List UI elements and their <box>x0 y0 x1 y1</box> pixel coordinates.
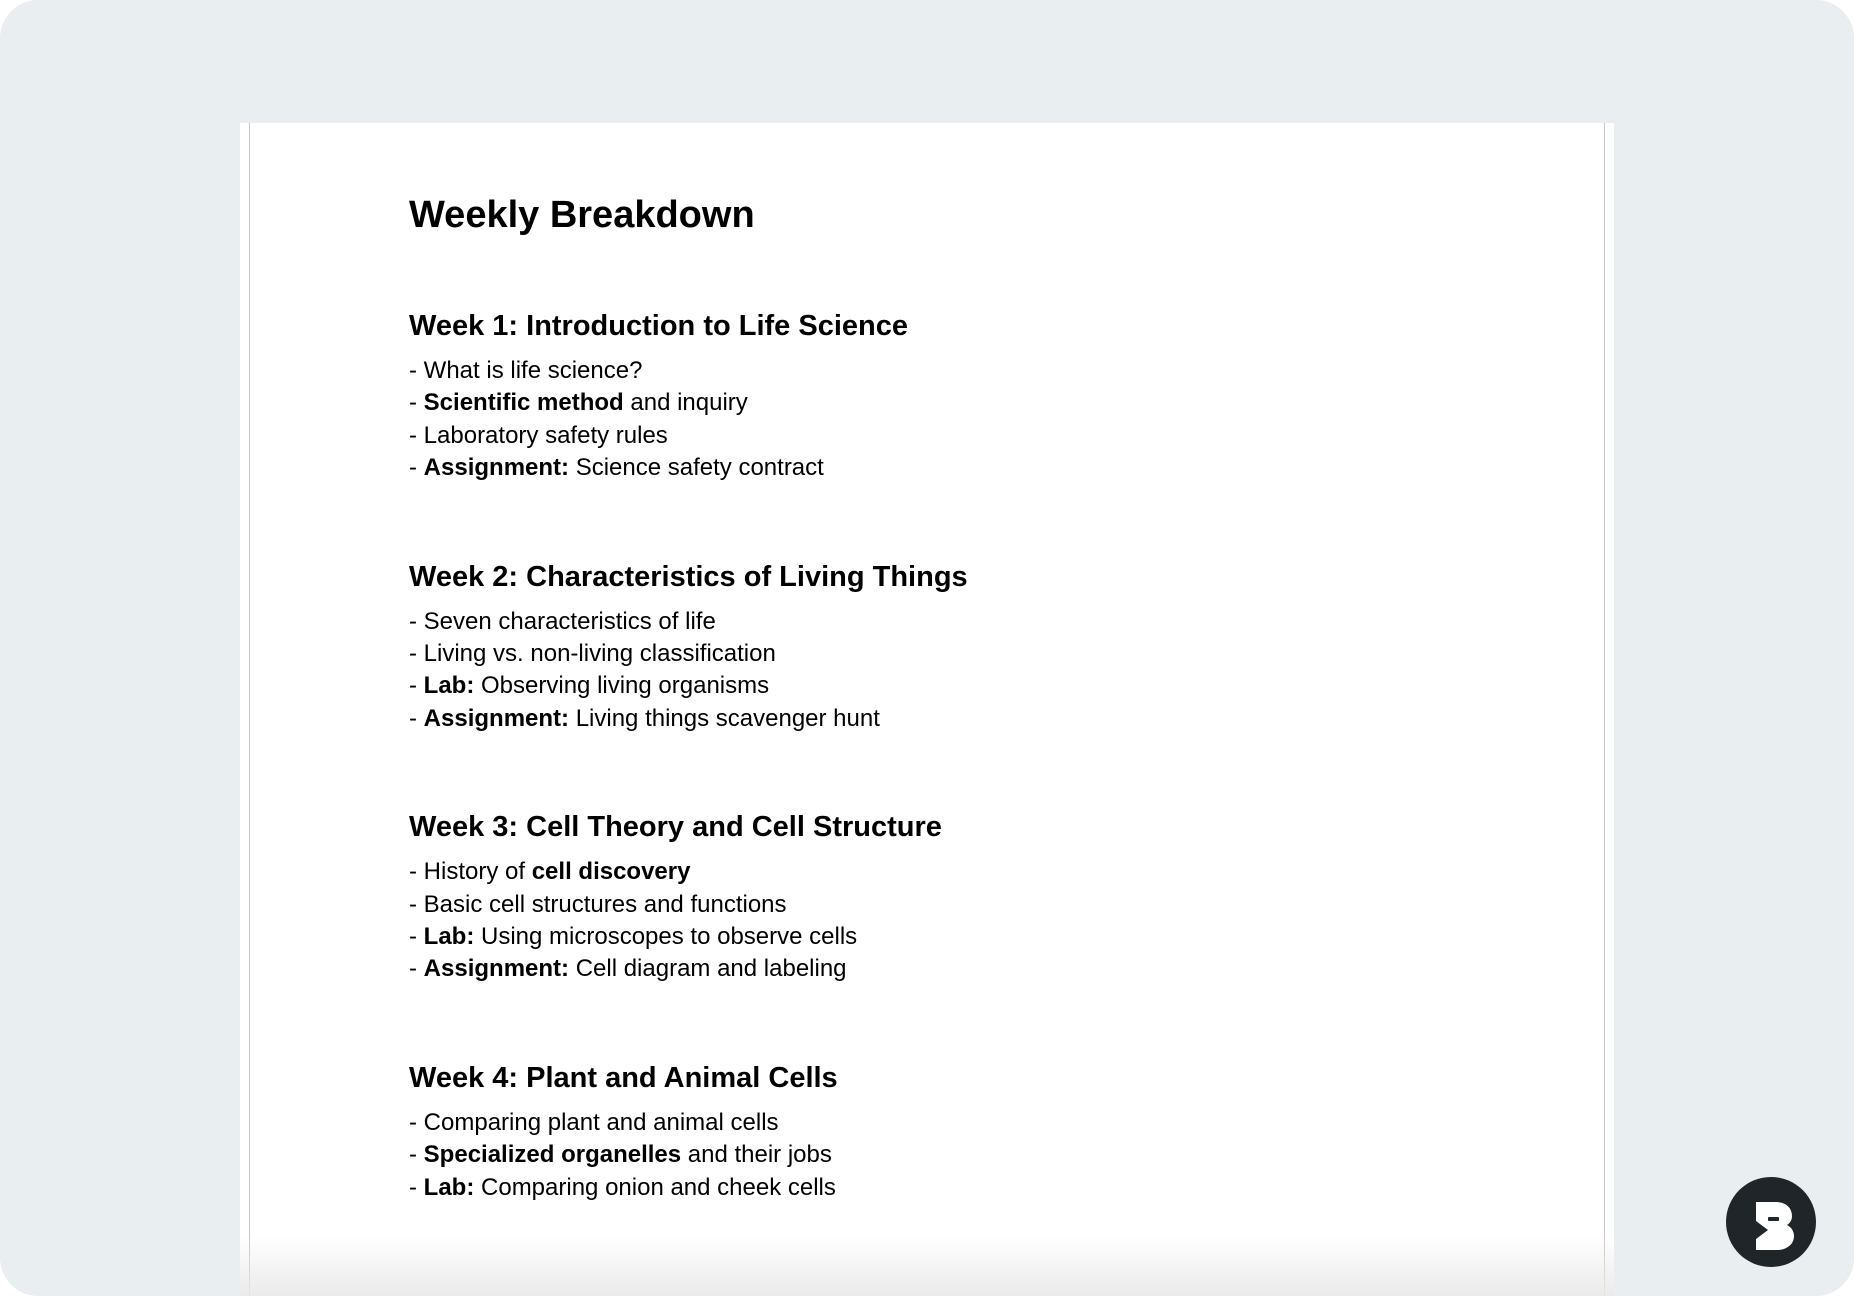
list-item: - Laboratory safety rules <box>409 421 668 449</box>
list-item: - Lab: Using microscopes to observe cells <box>409 923 858 951</box>
list-item: - Living vs. non-living classification <box>409 640 776 668</box>
brand-logo-button[interactable] <box>1726 1177 1816 1267</box>
list-item: - Seven characteristics of life <box>409 607 716 635</box>
list-item: - Specialized organelles and their jobs <box>409 1141 832 1169</box>
document-page <box>240 123 1614 1296</box>
list-item: - Lab: Comparing onion and cheek cells <box>409 1173 836 1201</box>
page-border-right <box>1604 123 1605 1296</box>
list-item: - Assignment: Living things scavenger hunt <box>409 704 880 732</box>
week-section <box>409 309 1449 485</box>
document-body <box>409 193 1449 1204</box>
list-item: - Basic cell structures and functions <box>409 890 787 918</box>
list-item: - Scientific method and inquiry <box>409 389 748 417</box>
week-heading: Week 2: Characteristics of Living Things <box>409 560 968 593</box>
week-section <box>409 560 1449 736</box>
page-border-left <box>249 123 250 1296</box>
week-heading: Week 4: Plant and Animal Cells <box>409 1061 838 1094</box>
page-title: Weekly Breakdown <box>409 194 755 236</box>
list-item: - Comparing plant and animal cells <box>409 1108 779 1136</box>
list-item: - History of cell discovery <box>409 858 691 886</box>
brand-logo-icon <box>1726 1177 1816 1267</box>
list-item: - Assignment: Science safety contract <box>409 454 824 482</box>
week-section <box>409 810 1449 986</box>
week-heading: Week 3: Cell Theory and Cell Structure <box>409 811 942 844</box>
list-item: - Lab: Observing living organisms <box>409 672 770 700</box>
list-item: - Assignment: Cell diagram and labeling <box>409 955 847 983</box>
list-item: - What is life science? <box>409 357 643 384</box>
week-heading: Week 1: Introduction to Life Science <box>409 310 908 342</box>
week-section <box>409 1061 1449 1204</box>
page-bottom-shadow <box>240 1236 1614 1296</box>
